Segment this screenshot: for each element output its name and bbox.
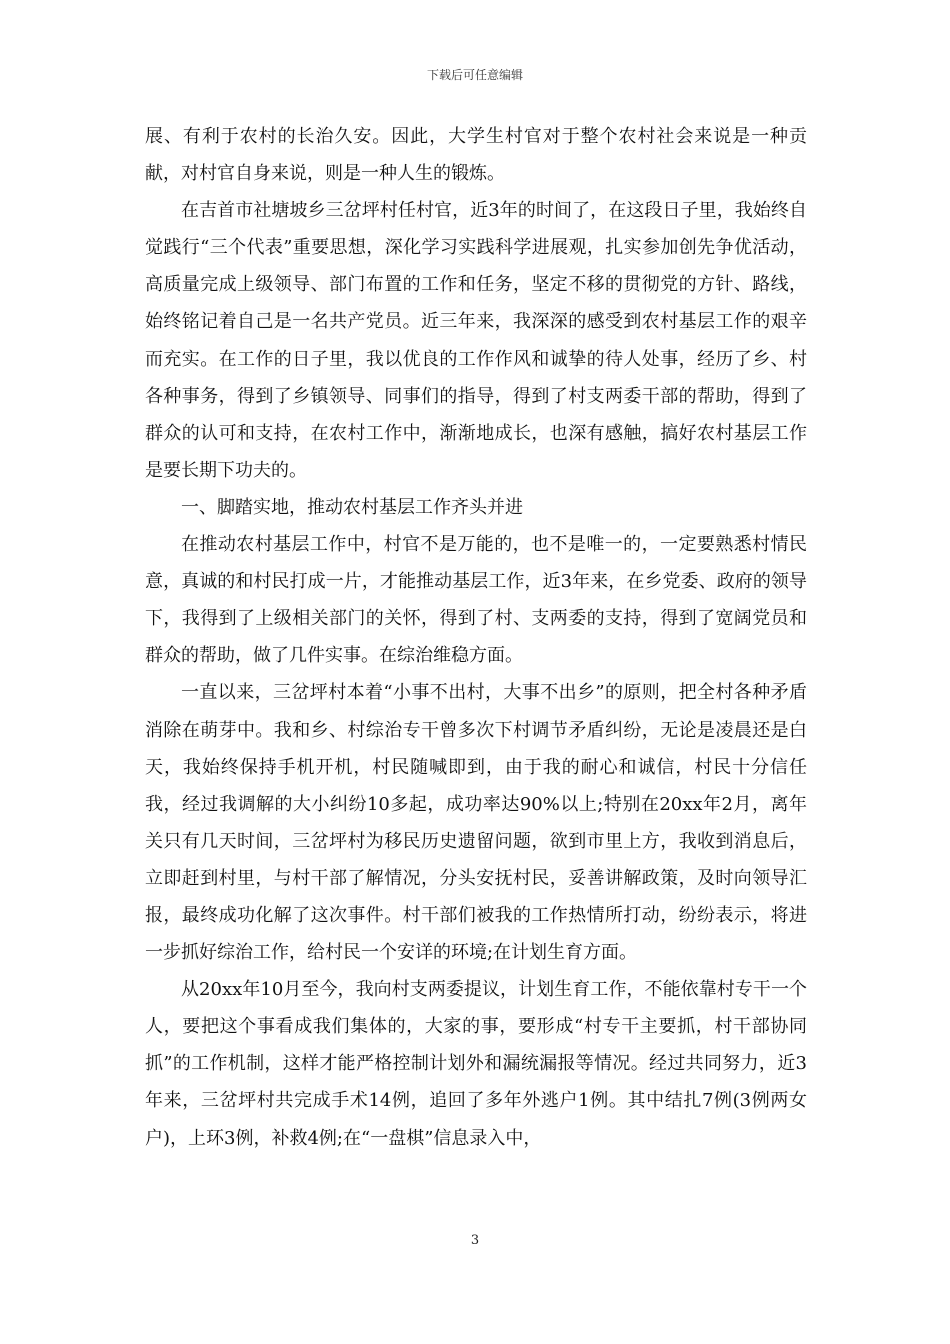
page-number: 3 <box>470 1233 480 1248</box>
paragraph-1: 展、有利于农村的长治久安。因此，大学生村官对于整个农村社会来说是一种贡献，对村官自身来说，则是一种人生的锻炼。 <box>145 126 807 185</box>
paragraph-5: 从20xx年10月至今，我向村支两委提议，计划生育工作，不能依靠村专干一个人，要把这个事看成我们集体的，大家的事，要形成“村专干主要抓，村干部协同抓”的工作机制，这样才能严格控制计划外和漏统漏报等情况。经过共同努力，近3年来，三岔坪村共完成手术14例，追回了多年外逃户1例。其中结扎7例(3例两女户)，上环3例，补救4例;在“一盘棋”信息录入中， <box>145 979 807 1149</box>
paragraph-3: 在推动农村基层工作中，村官不是万能的，也不是唯一的，一定要熟悉村情民意，真诚的和村民打成一片，才能推动基层工作，近3年来，在乡党委、政府的领导下，我得到了上级相关部门的关怀，得到了村、支两委的支持，得到了宽阔党员和群众的帮助，做了几件实事。在综治维稳方面。 <box>145 534 807 667</box>
page-header-note: 下载后可任意编辑 <box>426 68 523 82</box>
paragraph-2: 在吉首市社塘坡乡三岔坪村任村官，近3年的时间了，在这段日子里，我始终自觉践行“三个代表”重要思想，深化学习实践科学进展观，扎实参加创先争优活动，高质量完成上级领导、部门布置的工作和任务，坚定不移的贯彻党的方针、路线，始终铭记着自己是一名共产党员。近三年来，我深深的感受到农村基层工作的艰辛而充实。在工作的日子里，我以优良的工作作风和诚挚的待人处事，经历了乡、村各种事务，得到了乡镇领导、同事们的指导，得到了村支两委干部的帮助，得到了群众的认可和支持，在农村工作中，渐渐地成长，也深有感触，搞好农村基层工作是要长期下功夫的。 <box>145 200 807 481</box>
paragraph-4: 一直以来，三岔坪村本着“小事不出村，大事不出乡”的原则，把全村各种矛盾消除在萌芽中。我和乡、村综治专干曾多次下村调节矛盾纠纷，无论是凌晨还是白天，我始终保持手机开机，村民随喊即到，由于我的耐心和诚信，村民十分信任我，经过我调解的大小纠纷10多起，成功率达90%以上;特别在20xx年2月，离年关只有几天时间，三岔坪村为移民历史遗留问题，欲到市里上方，我收到消息后，立即赶到村里，与村干部了解情况，分头安抚村民，妥善讲解政策，及时向领导汇报，最终成功化解了这次事件。村干部们被我的工作热情所打动，纷纷表示，将进一步抓好综治工作，给村民一个安详的环境;在计划生育方面。 <box>145 682 807 964</box>
document-body <box>145 118 807 1157</box>
section-heading-1: 一、脚踏实地，推动农村基层工作齐头并进 <box>181 496 523 518</box>
